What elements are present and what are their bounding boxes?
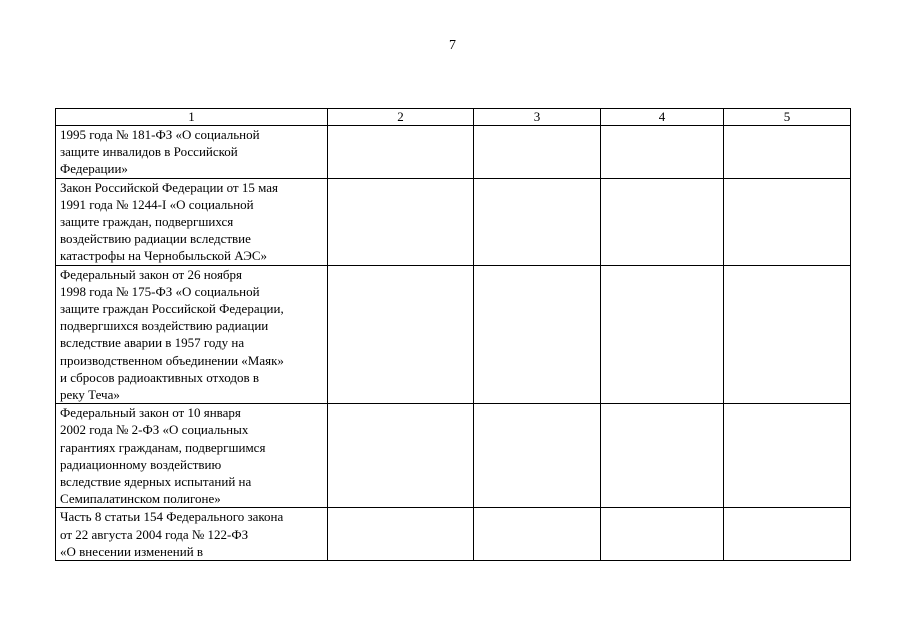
law-text-line: вследствие ядерных испытаний на [60, 474, 252, 490]
law-text-line: 1991 года № 1244-I «О социальной [60, 196, 254, 212]
header-row [56, 109, 851, 126]
table-body [56, 126, 851, 561]
law-text-line: от 22 августа 2004 года № 122-ФЗ [60, 526, 249, 542]
column-header-5: 5 [724, 109, 851, 126]
empty-cell-col-2 [328, 265, 474, 404]
law-text-line: подвергшихся воздействию радиации [60, 318, 269, 334]
table-row [56, 265, 851, 404]
empty-cell-col-2 [328, 508, 474, 561]
law-description-cell [56, 404, 328, 508]
law-text-line: Федеральный закон от 26 ноября [60, 266, 243, 282]
empty-cell-col-4 [601, 508, 724, 561]
empty-cell-col-4 [601, 126, 724, 179]
column-header-3: 3 [474, 109, 601, 126]
table-row [56, 126, 851, 179]
law-description-cell [56, 126, 328, 179]
law-description-cell [56, 508, 328, 561]
empty-cell-col-4 [601, 178, 724, 265]
empty-cell-col-5 [724, 508, 851, 561]
empty-cell-col-3 [474, 404, 601, 508]
empty-cell-col-2 [328, 178, 474, 265]
empty-cell-col-4 [601, 265, 724, 404]
table-row [56, 508, 851, 561]
law-description-cell [56, 265, 328, 404]
law-text-line: Федерации» [60, 161, 128, 177]
law-text-line: и сбросов радиоактивных отходов в [60, 369, 259, 385]
empty-cell-col-3 [474, 126, 601, 179]
law-text-line: воздействию радиации вследствие [60, 231, 251, 247]
table-row [56, 404, 851, 508]
law-text-line: катастрофы на Чернобыльской АЭС» [60, 248, 268, 264]
law-text-line: вследствие аварии в 1957 году на [60, 335, 245, 351]
empty-cell-col-5 [724, 178, 851, 265]
empty-cell-col-3 [474, 265, 601, 404]
law-text-line: гарантиях гражданам, подвергшимся [60, 439, 266, 455]
law-text-line: Закон Российской Федерации от 15 мая [60, 179, 279, 195]
column-header-2: 2 [328, 109, 474, 126]
empty-cell-col-3 [474, 178, 601, 265]
law-text-line: Семипалатинском полигоне» [60, 491, 221, 507]
empty-cell-col-3 [474, 508, 601, 561]
empty-cell-col-5 [724, 265, 851, 404]
law-text-line: 1998 года № 175-ФЗ «О социальной [60, 283, 260, 299]
legislation-table [55, 108, 851, 561]
page-number: 7 [449, 38, 456, 53]
law-text-line: 1995 года № 181-ФЗ «О социальной [60, 127, 260, 142]
law-text-line: «О внесении изменений в [60, 543, 204, 559]
law-text-line: защите инвалидов в Российской [60, 144, 238, 160]
law-description-cell [56, 178, 328, 265]
law-text-line: Часть 8 статьи 154 Федерального закона [60, 509, 284, 525]
empty-cell-col-5 [724, 404, 851, 508]
law-text-line: Федеральный закон от 10 января [60, 405, 241, 421]
column-header-1: 1 [56, 109, 328, 126]
empty-cell-col-4 [601, 404, 724, 508]
law-text-line: защите граждан, подвергшихся [60, 214, 234, 230]
law-text-line: защите граждан Российской Федерации, [60, 301, 284, 317]
empty-cell-col-5 [724, 126, 851, 179]
law-text-line: реку Теча» [60, 387, 120, 403]
law-text-line: радиационному воздействию [60, 456, 222, 472]
column-header-4: 4 [601, 109, 724, 126]
empty-cell-col-2 [328, 126, 474, 179]
empty-cell-col-2 [328, 404, 474, 508]
table-row [56, 178, 851, 265]
law-text-line: 2002 года № 2-ФЗ «О социальных [60, 422, 249, 438]
law-text-line: производственном объединении «Маяк» [60, 352, 284, 368]
